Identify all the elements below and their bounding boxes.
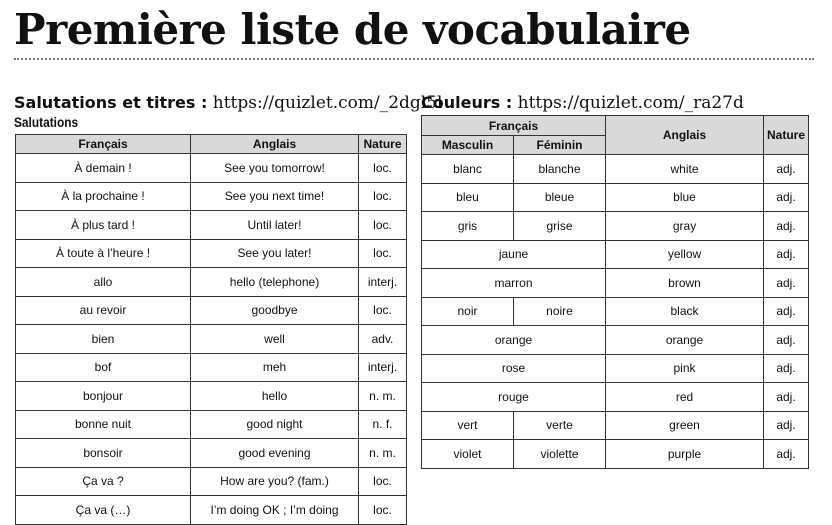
- dotted-divider: [14, 58, 814, 60]
- cell-feminin: violette: [514, 440, 606, 469]
- salutations-heading: [14, 92, 442, 114]
- cell-anglais: gray: [606, 212, 764, 241]
- cell-nature: loc.: [359, 239, 407, 268]
- cell-nature: adj.: [764, 269, 809, 298]
- cell-anglais: brown: [606, 269, 764, 298]
- table-row: [16, 239, 407, 268]
- cell-anglais: blue: [606, 183, 764, 212]
- column-header-francais: Français: [422, 116, 606, 136]
- cell-anglais: yellow: [606, 240, 764, 269]
- cell-feminin: verte: [514, 411, 606, 440]
- cell-nature: loc.: [359, 154, 407, 183]
- cell-nature: adj.: [764, 155, 809, 184]
- table-row: [16, 296, 407, 325]
- cell-francais: Ça va (…): [16, 496, 191, 525]
- cell-anglais: purple: [606, 440, 764, 469]
- cell-anglais: See you tomorrow!: [191, 154, 359, 183]
- column-header-masculin: Masculin: [422, 136, 514, 155]
- table-row: [16, 154, 407, 183]
- cell-anglais: orange: [606, 326, 764, 355]
- cell-anglais: hello: [191, 382, 359, 411]
- table-row: [422, 183, 809, 212]
- table-row: [16, 268, 407, 297]
- cell-anglais: See you later!: [191, 239, 359, 268]
- salutations-subheading: Salutations: [14, 114, 79, 130]
- cell-francais: À demain !: [16, 154, 191, 183]
- cell-francais: bonsoir: [16, 439, 191, 468]
- cell-masculin: vert: [422, 411, 514, 440]
- cell-nature: loc.: [359, 467, 407, 496]
- cell-nature: adj.: [764, 440, 809, 469]
- couleurs-heading-label: Couleurs :: [421, 93, 513, 112]
- cell-nature: adj.: [764, 212, 809, 241]
- table-row: [16, 439, 407, 468]
- cell-anglais: red: [606, 383, 764, 412]
- cell-nature: adj.: [764, 326, 809, 355]
- cell-nature: adj.: [764, 240, 809, 269]
- cell-nature: adj.: [764, 354, 809, 383]
- salutations-table: [15, 134, 407, 525]
- table-row: [16, 410, 407, 439]
- cell-francais: jaune: [422, 240, 606, 269]
- column-header-anglais: Anglais: [606, 116, 764, 155]
- cell-anglais: good evening: [191, 439, 359, 468]
- column-header-nature: Nature: [764, 116, 809, 155]
- cell-nature: adj.: [764, 411, 809, 440]
- cell-anglais: How are you? (fam.): [191, 467, 359, 496]
- cell-nature: adj.: [764, 297, 809, 326]
- table-row: [16, 496, 407, 525]
- couleurs-quizlet-link[interactable]: https://quizlet.com/_ra27d: [517, 93, 744, 113]
- cell-nature: loc.: [359, 211, 407, 240]
- table-row: [16, 325, 407, 354]
- table-row: [422, 354, 809, 383]
- table-row: [16, 182, 407, 211]
- table-row: [422, 440, 809, 469]
- cell-anglais: I’m doing OK ; I’m doing: [191, 496, 359, 525]
- table-row: [16, 382, 407, 411]
- table-row: [16, 353, 407, 382]
- table-row: [422, 269, 809, 298]
- cell-anglais: meh: [191, 353, 359, 382]
- cell-anglais: black: [606, 297, 764, 326]
- cell-nature: adv.: [359, 325, 407, 354]
- table-row: [422, 297, 809, 326]
- table-row: [422, 212, 809, 241]
- cell-feminin: grise: [514, 212, 606, 241]
- cell-francais: À toute à l’heure !: [16, 239, 191, 268]
- table-row: [422, 240, 809, 269]
- cell-feminin: bleue: [514, 183, 606, 212]
- cell-francais: bof: [16, 353, 191, 382]
- cell-francais: Ça va ?: [16, 467, 191, 496]
- cell-anglais: goodbye: [191, 296, 359, 325]
- cell-francais: À la prochaine !: [16, 182, 191, 211]
- salutations-quizlet-link[interactable]: https://quizlet.com/_2dgl5l: [212, 93, 443, 113]
- cell-anglais: good night: [191, 410, 359, 439]
- cell-francais: À plus tard !: [16, 211, 191, 240]
- cell-masculin: gris: [422, 212, 514, 241]
- table-row: [16, 467, 407, 496]
- cell-nature: interj.: [359, 353, 407, 382]
- page-title: Première liste de vocabulaire: [14, 5, 691, 54]
- cell-nature: adj.: [764, 183, 809, 212]
- cell-nature: loc.: [359, 296, 407, 325]
- cell-nature: n. m.: [359, 382, 407, 411]
- cell-masculin: violet: [422, 440, 514, 469]
- table-row: [422, 411, 809, 440]
- cell-feminin: blanche: [514, 155, 606, 184]
- cell-masculin: noir: [422, 297, 514, 326]
- column-header-nature: Nature: [359, 135, 407, 154]
- cell-anglais: white: [606, 155, 764, 184]
- table-row: [422, 155, 809, 184]
- cell-masculin: blanc: [422, 155, 514, 184]
- couleurs-table: [421, 115, 809, 469]
- column-header-feminin: Féminin: [514, 136, 606, 155]
- cell-anglais: pink: [606, 354, 764, 383]
- cell-nature: n. f.: [359, 410, 407, 439]
- couleurs-heading: [421, 92, 744, 114]
- cell-nature: n. m.: [359, 439, 407, 468]
- column-header-francais: Français: [16, 135, 191, 154]
- table-row: [422, 383, 809, 412]
- cell-francais: bonjour: [16, 382, 191, 411]
- cell-francais: rouge: [422, 383, 606, 412]
- cell-anglais: Until later!: [191, 211, 359, 240]
- cell-nature: loc.: [359, 496, 407, 525]
- table-row: [422, 326, 809, 355]
- column-header-anglais: Anglais: [191, 135, 359, 154]
- cell-nature: interj.: [359, 268, 407, 297]
- cell-francais: allo: [16, 268, 191, 297]
- cell-francais: bonne nuit: [16, 410, 191, 439]
- cell-anglais: See you next time!: [191, 182, 359, 211]
- cell-francais: au revoir: [16, 296, 191, 325]
- salutations-heading-label: Salutations et titres :: [14, 93, 208, 112]
- cell-anglais: well: [191, 325, 359, 354]
- cell-francais: bien: [16, 325, 191, 354]
- cell-masculin: bleu: [422, 183, 514, 212]
- cell-nature: loc.: [359, 182, 407, 211]
- table-row: [16, 211, 407, 240]
- cell-anglais: green: [606, 411, 764, 440]
- cell-nature: adj.: [764, 383, 809, 412]
- cell-anglais: hello (telephone): [191, 268, 359, 297]
- cell-feminin: noire: [514, 297, 606, 326]
- cell-francais: marron: [422, 269, 606, 298]
- cell-francais: orange: [422, 326, 606, 355]
- cell-francais: rose: [422, 354, 606, 383]
